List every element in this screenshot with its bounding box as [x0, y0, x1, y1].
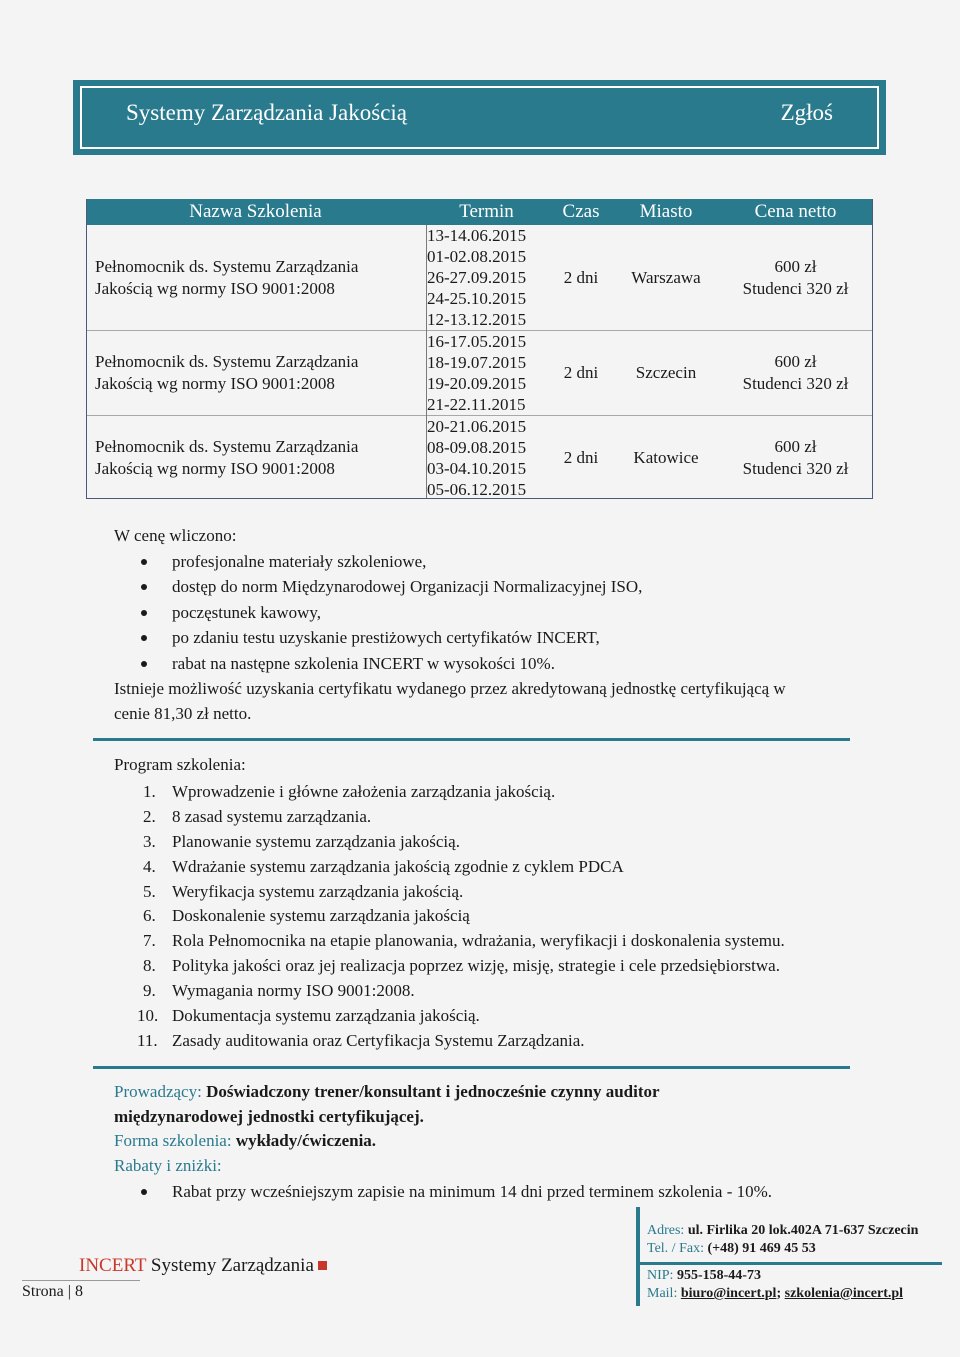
mail-separator: ;	[776, 1286, 782, 1301]
contact-phone	[647, 1240, 816, 1258]
course-name-line: Pełnomocnik ds. Systemu Zarządzania	[95, 437, 359, 456]
list-item: 7. Rola Pełnomocnika na etapie planowania, wdrażania, weryfikacji i doskonalenia systemu.	[143, 931, 785, 951]
date-item: 24-25.10.2015	[427, 289, 527, 308]
lecturer-value: międzynarodowej jednostki certyfikującej.	[114, 1107, 424, 1126]
course-duration: 2 dni	[563, 267, 599, 287]
mail-label: Mail:	[647, 1286, 678, 1301]
email-link[interactable]: biuro@incert.pl	[680, 1286, 777, 1301]
section-divider	[93, 1066, 850, 1069]
list-item: Rabat przy wcześniejszym zapisie na minimum 14 dni przed terminem szkolenia - 10%.	[141, 1179, 772, 1204]
date-item: 18-19.07.2015	[427, 353, 527, 372]
address-label: Adres:	[647, 1223, 685, 1238]
date-item: 08-09.08.2015	[427, 438, 527, 457]
course-name-line: Pełnomocnik ds. Systemu Zarządzania	[95, 352, 359, 371]
lecturer-line	[114, 1079, 660, 1104]
list-item: 5. Weryfikacja systemu zarządzania jakością.	[143, 881, 464, 901]
section-divider	[93, 738, 850, 741]
form-label: Forma szkolenia:	[114, 1131, 232, 1150]
nip-label: NIP:	[647, 1268, 674, 1283]
header-duration: Czas	[548, 199, 614, 225]
square-icon	[318, 1261, 327, 1270]
course-name	[86, 225, 425, 331]
list-item: dostęp do norm Międzynarodowej Organizacji Normalizacyjnej ISO,	[141, 574, 642, 599]
date-item: 20-21.06.2015	[427, 417, 527, 436]
discounts-label: Rabaty i zniżki:	[114, 1156, 222, 1175]
course-name	[86, 416, 425, 501]
table-row	[86, 331, 873, 416]
contact-accent	[636, 1262, 942, 1265]
date-item: 01-02.08.2015	[427, 247, 527, 266]
date-item: 12-13.12.2015	[427, 310, 527, 329]
program-heading: Program szkolenia:	[114, 755, 246, 774]
page-number: Strona | 8	[22, 1283, 83, 1300]
course-price	[718, 416, 873, 501]
course-name-line: Jakością wg normy ISO 9001:2008	[95, 459, 335, 478]
course-city: Katowice	[614, 416, 718, 501]
course-name	[86, 331, 425, 416]
footer-brand	[79, 1255, 327, 1277]
price-student: Studenci 320 zł	[742, 374, 849, 393]
list-item: profesjonalne materiały szkoleniowe,	[141, 549, 642, 574]
header-banner	[73, 80, 886, 155]
date-item: 19-20.09.2015	[427, 374, 527, 393]
included-heading: W cenę wliczono:	[114, 526, 237, 545]
header-price: Cena netto	[718, 199, 873, 225]
list-item: 10. Dokumentacja systemu zarządzania jakością.	[137, 1006, 480, 1026]
price-regular: 600 zł	[774, 256, 817, 276]
discount-list	[141, 1179, 772, 1204]
list-item: po zdaniu testu uzyskanie prestiżowych certyfikatów INCERT,	[141, 625, 642, 650]
page-value: 8	[74, 1283, 83, 1300]
certificate-note: cenie 81,30 zł netto.	[114, 704, 252, 723]
course-price	[718, 331, 873, 416]
date-item: 16-17.05.2015	[427, 332, 527, 351]
list-item: 2. 8 zasad systemu zarządzania.	[143, 806, 372, 826]
table-row	[86, 225, 873, 331]
column-divider	[426, 225, 427, 498]
lecturer-label: Prowadzący:	[114, 1082, 202, 1101]
price-student: Studenci 320 zł	[742, 278, 849, 298]
included-list	[141, 549, 642, 676]
table-header-row	[86, 199, 873, 225]
date-item: 26-27.09.2015	[427, 268, 527, 287]
certificate-note: Istnieje możliwość uzyskania certyfikatu wydanego przez akredytowaną jednostkę certyfikującą w	[114, 679, 786, 698]
contact-nip	[647, 1267, 761, 1285]
table-row	[86, 416, 873, 501]
contact-address	[647, 1222, 918, 1240]
course-name-line: Jakością wg normy ISO 9001:2008	[95, 278, 335, 298]
course-city: Warszawa	[631, 267, 701, 287]
page-title: Systemy Zarządzania Jakością	[126, 100, 407, 125]
course-dates	[425, 225, 548, 331]
header-date: Termin	[425, 199, 548, 225]
course-dates	[425, 331, 548, 416]
email-link[interactable]: szkolenia@incert.pl	[784, 1286, 904, 1301]
list-item: poczęstunek kawowy,	[141, 600, 642, 625]
program-list	[137, 779, 785, 1053]
list-item: 4. Wdrażanie systemu zarządzania jakością zgodnie z cyklem PDCA	[143, 856, 624, 876]
contact-mail	[647, 1285, 903, 1303]
course-price	[718, 225, 873, 331]
page-label: Strona	[22, 1283, 64, 1300]
footer-divider	[22, 1280, 140, 1281]
register-button[interactable]: Zgłoś	[780, 100, 833, 125]
phone-value: (+48) 91 469 45 53	[707, 1241, 816, 1256]
phone-label: Tel. / Fax:	[647, 1241, 704, 1256]
list-item: 8. Polityka jakości oraz jej realizacja poprzez wizję, misję, strategie i cele przedsiębiorstwa.	[143, 956, 780, 976]
date-item: 21-22.11.2015	[427, 395, 526, 414]
lecturer-value: Doświadczony trener/konsultant i jednocześnie czynny auditor	[206, 1082, 660, 1101]
nip-value: 955-158-44-73	[676, 1268, 761, 1283]
course-name-line: Pełnomocnik ds. Systemu Zarządzania	[95, 256, 359, 276]
list-item: 9. Wymagania normy ISO 9001:2008.	[143, 981, 415, 1001]
price-regular: 600 zł	[774, 352, 817, 371]
course-city: Szczecin	[614, 331, 718, 416]
list-item: rabat na następne szkolenia INCERT w wysokości 10%.	[141, 651, 642, 676]
brand-name: INCERT	[79, 1255, 147, 1276]
course-duration: 2 dni	[548, 416, 614, 501]
list-item: 1. Wprowadzenie i główne założenia zarządzania jakością.	[143, 782, 556, 801]
price-regular: 600 zł	[774, 437, 817, 456]
list-item: 11. Zasady auditowania oraz Certyfikacja Systemu Zarządzania.	[137, 1030, 585, 1050]
course-duration: 2 dni	[548, 331, 614, 416]
price-student: Studenci 320 zł	[742, 459, 849, 478]
list-item: 3. Planowanie systemu zarządzania jakością.	[143, 831, 460, 851]
address-value: ul. Firlika 20 lok.402A 71-637 Szczecin	[687, 1223, 919, 1238]
course-dates	[425, 416, 548, 501]
brand-subtitle: Systemy Zarządzania	[150, 1255, 314, 1276]
schedule-table	[86, 199, 873, 500]
date-item: 05-06.12.2015	[427, 480, 527, 499]
header-city: Miasto	[614, 199, 718, 225]
course-name-line: Jakością wg normy ISO 9001:2008	[95, 374, 335, 393]
header-name: Nazwa Szkolenia	[86, 199, 425, 225]
form-value: wykłady/ćwiczenia.	[235, 1131, 377, 1150]
date-item: 13-14.06.2015	[427, 226, 527, 245]
list-item: 6. Doskonalenie systemu zarządzania jakością	[143, 906, 470, 926]
form-line	[114, 1128, 376, 1153]
date-item: 03-04.10.2015	[427, 459, 527, 478]
